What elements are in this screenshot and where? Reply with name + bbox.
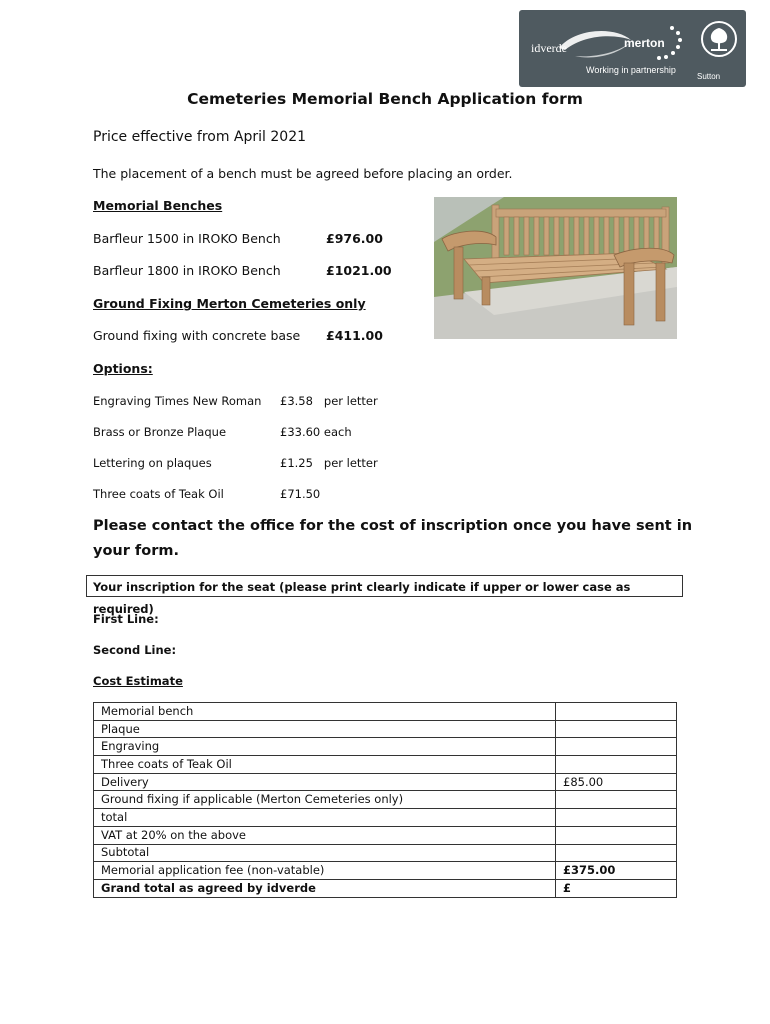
bench-photo [434, 197, 677, 339]
cost-row-label: Three coats of Teak Oil [94, 756, 556, 774]
sutton-tree-icon [700, 20, 738, 58]
table-row [94, 756, 677, 774]
price-effective-text: Price effective from April 2021 [93, 129, 307, 145]
option-plaque-price: £33.60 each [280, 425, 352, 439]
inscription-box[interactable]: Your inscription for the seat (please print clearly indicate if upper or lower case as required) [86, 575, 683, 597]
option-teak-oil-price: £71.50 [280, 487, 321, 501]
table-row [94, 791, 677, 809]
ground-fixing-price: £411.00 [326, 328, 383, 343]
table-row [94, 720, 677, 738]
table-row [94, 809, 677, 827]
cost-row-label: Plaque [94, 720, 556, 738]
cost-row-label: Memorial application fee (non-vatable) [94, 862, 556, 880]
cost-row-label: Grand total as agreed by idverde [94, 879, 556, 897]
cost-row-value[interactable] [556, 720, 677, 738]
placement-note: The placement of a bench must be agreed before placing an order. [93, 166, 513, 181]
memorial-benches-heading: Memorial Benches [93, 198, 223, 213]
table-row [94, 862, 677, 880]
cost-row-label: Memorial bench [94, 703, 556, 721]
merton-logo-text: merton [624, 36, 665, 50]
contact-office-note: Please contact the office for the cost of inscription once you have sent in your form. [93, 518, 693, 559]
page-title: Cemeteries Memorial Bench Application form [187, 90, 583, 108]
cost-row-label: Ground fixing if applicable (Merton Cemeteries only) [94, 791, 556, 809]
sutton-logo-text: Sutton [697, 72, 721, 81]
cost-row-value[interactable] [556, 738, 677, 756]
bench-1800-price: £1021.00 [326, 263, 392, 278]
idverde-swoosh-icon [555, 26, 635, 60]
option-lettering-price: £1.25 per letter [280, 456, 378, 470]
bench-1500-price: £976.00 [326, 231, 383, 246]
cost-row-label: Delivery [94, 773, 556, 791]
bench-1800-label: Barfleur 1800 in IROKO Bench [93, 263, 281, 278]
cost-row-value[interactable] [556, 826, 677, 844]
cost-row-value[interactable] [556, 791, 677, 809]
option-lettering-label: Lettering on plaques [93, 456, 212, 470]
bench-1500-label: Barfleur 1500 in IROKO Bench [93, 231, 281, 246]
cost-row-label: Engraving [94, 738, 556, 756]
cost-row-value[interactable]: £ [556, 879, 677, 897]
first-line-label: First Line: [93, 612, 159, 626]
option-engraving-label: Engraving Times New Roman [93, 394, 262, 408]
option-engraving-price: £3.58 per letter [280, 394, 378, 408]
ground-fixing-heading: Ground Fixing Merton Cemeteries only [93, 296, 366, 311]
cost-row-value[interactable]: £85.00 [556, 773, 677, 791]
table-row [94, 844, 677, 862]
table-row [94, 703, 677, 721]
cost-row-label: VAT at 20% on the above [94, 826, 556, 844]
table-row [94, 826, 677, 844]
table-row [94, 879, 677, 897]
option-teak-oil-label: Three coats of Teak Oil [93, 487, 224, 501]
idverde-logo-text: idverde [531, 41, 567, 55]
partnership-tagline: Working in partnership [586, 65, 676, 75]
second-line-label: Second Line: [93, 643, 177, 657]
cost-row-label: Subtotal [94, 844, 556, 862]
cost-row-value[interactable] [556, 756, 677, 774]
cost-row-value[interactable] [556, 809, 677, 827]
cost-row-value[interactable] [556, 703, 677, 721]
cost-row-value[interactable]: £375.00 [556, 862, 677, 880]
partner-logo-banner [519, 10, 746, 87]
cost-estimate-table [93, 702, 677, 898]
ground-fixing-label: Ground fixing with concrete base [93, 328, 301, 343]
options-heading: Options: [93, 361, 153, 376]
option-plaque-label: Brass or Bronze Plaque [93, 425, 227, 439]
cost-row-value[interactable] [556, 844, 677, 862]
table-row [94, 738, 677, 756]
table-row [94, 773, 677, 791]
cost-estimate-heading: Cost Estimate [93, 674, 183, 688]
cost-row-label: total [94, 809, 556, 827]
